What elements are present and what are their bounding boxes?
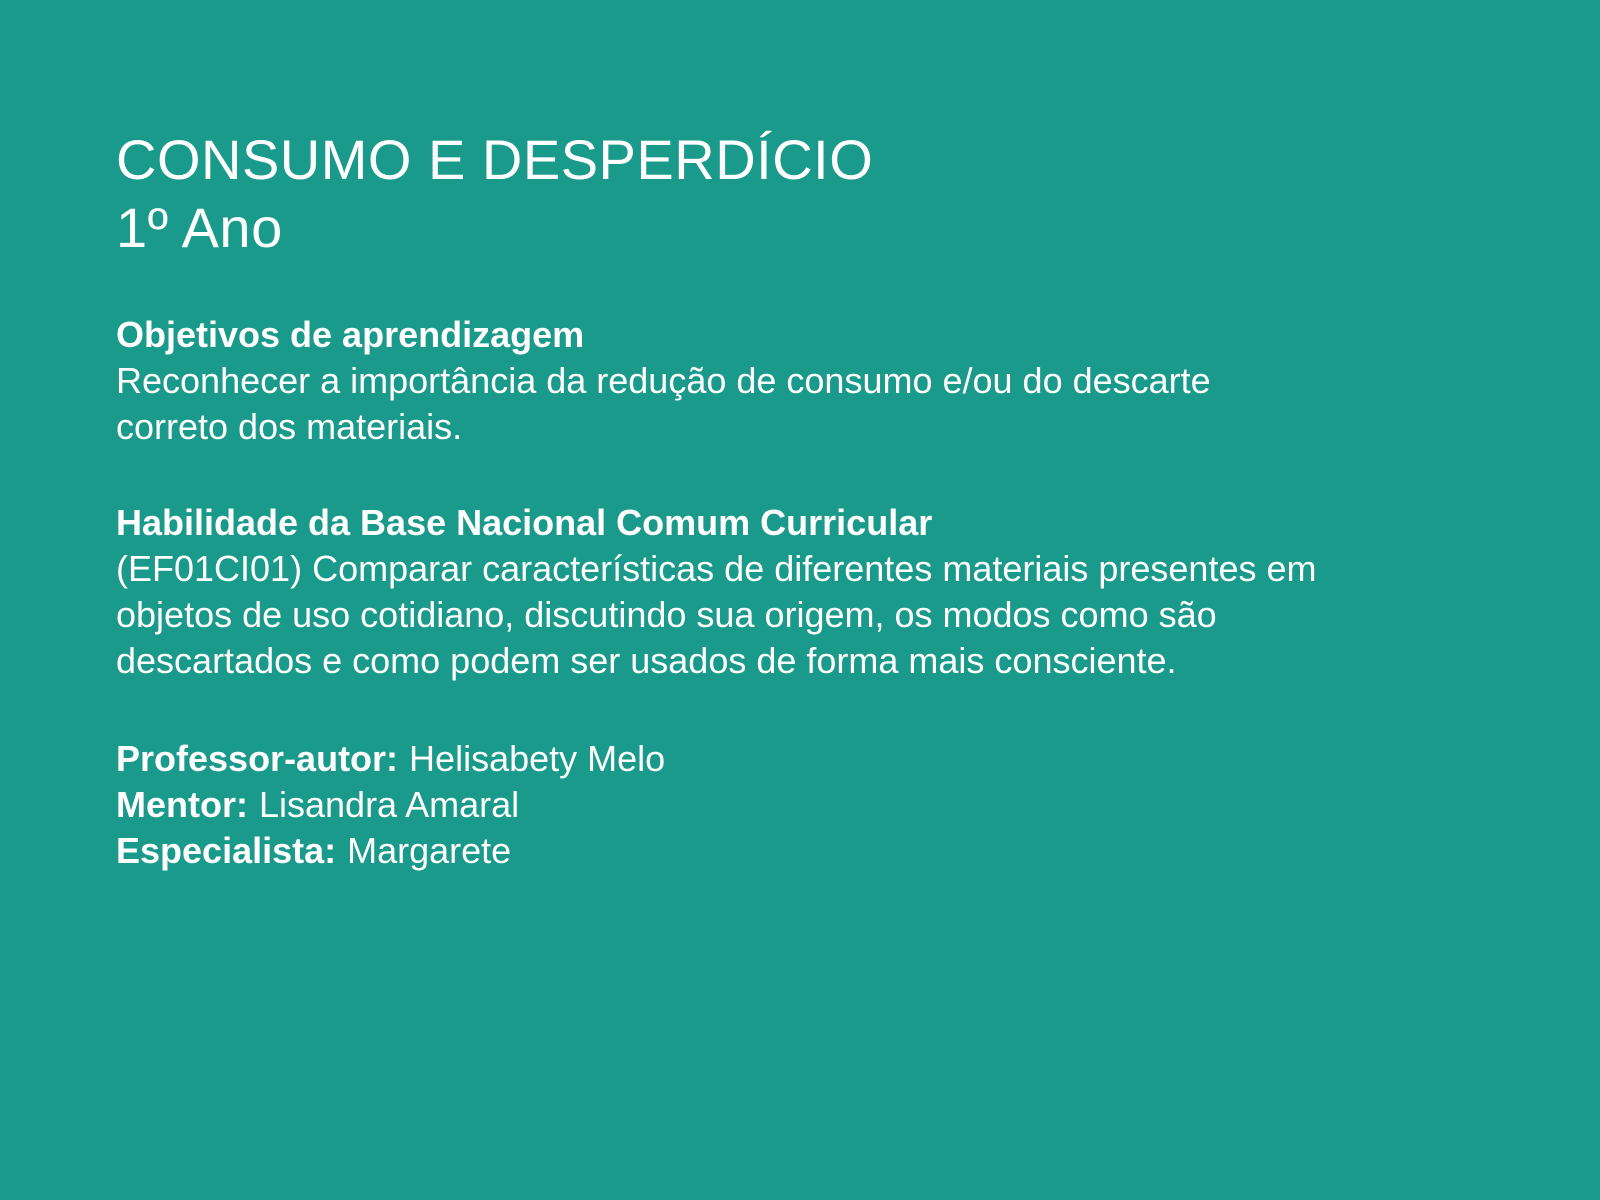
bncc-skill-text-line: objetos de uso cotidiano, discutindo sua origem, os modos como são <box>116 594 1217 635</box>
credits-block <box>116 736 1480 874</box>
credit-value: Lisandra Amaral <box>258 784 520 825</box>
page-title: CONSUMO E DESPERDÍCIO <box>116 128 874 191</box>
objectives-heading: Objetivos de aprendizagem <box>116 314 585 355</box>
objectives-text-line: correto dos materiais. <box>116 406 463 447</box>
credit-value: Helisabety Melo <box>409 738 666 779</box>
credit-label: Professor-autor: <box>116 738 399 779</box>
section-objectives <box>116 312 1480 450</box>
credit-row-specialist <box>116 828 1480 874</box>
bncc-skill-heading: Habilidade da Base Nacional Comum Curricular <box>116 502 933 543</box>
objectives-text-line: Reconhecer a importância da redução de consumo e/ou do descarte <box>116 360 1211 401</box>
section-bncc-skill <box>116 500 1480 684</box>
bncc-skill-text-line: descartados e como podem ser usados de forma mais consciente. <box>116 640 1177 681</box>
credit-row-author <box>116 736 1480 782</box>
credit-label: Mentor: <box>116 784 248 825</box>
credit-row-mentor <box>116 782 1480 828</box>
credit-value: Margarete <box>347 830 512 871</box>
page-subtitle: 1º Ano <box>116 196 283 259</box>
credit-label: Especialista: <box>116 830 337 871</box>
bncc-skill-text-line: (EF01CI01) Comparar características de diferentes materiais presentes em <box>116 548 1317 589</box>
